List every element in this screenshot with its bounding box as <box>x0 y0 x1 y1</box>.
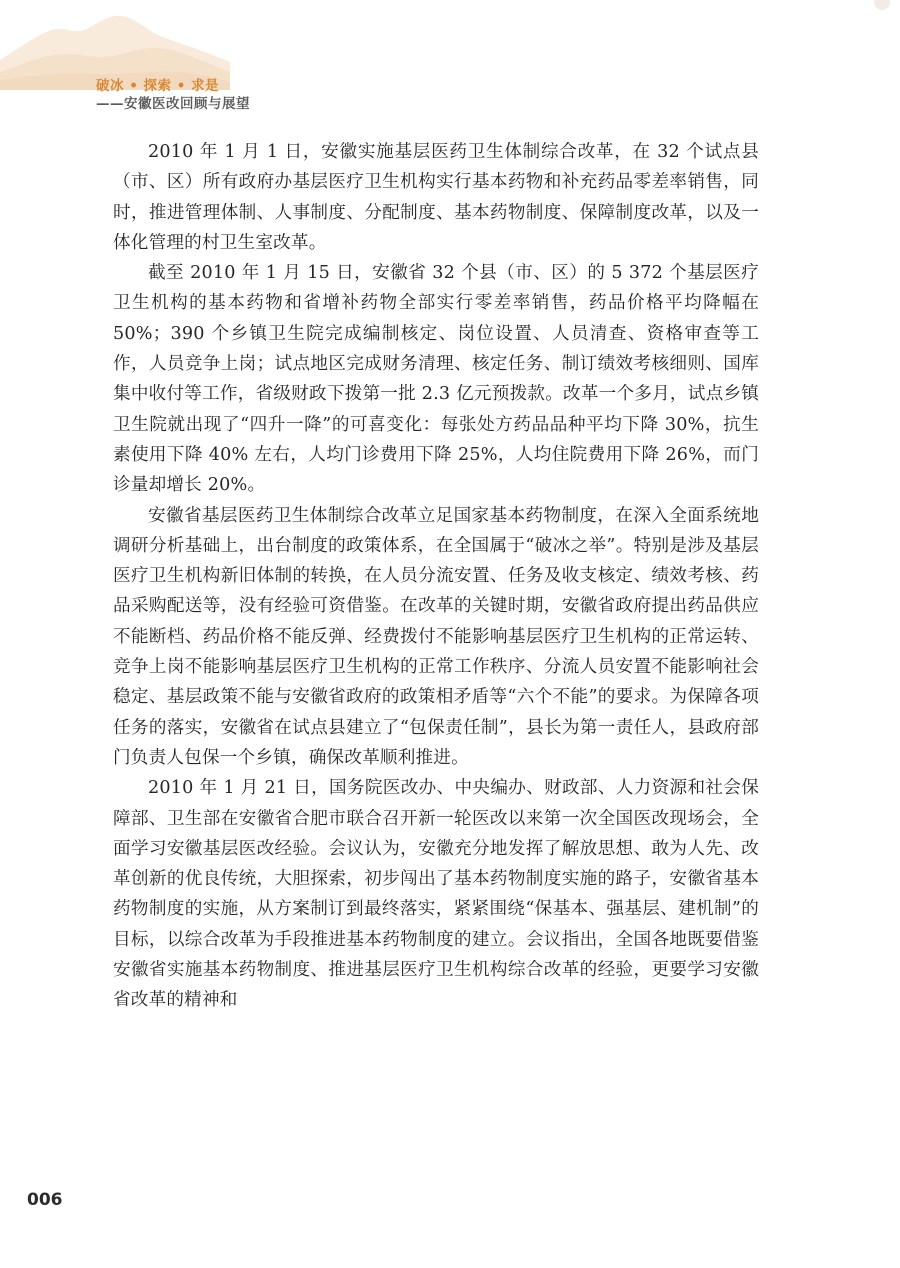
paragraph-3: 安徽省基层医药卫生体制综合改革立足国家基本药物制度，在深入全面系统地调研分析基础上，出台制度的政策体系，在全国属于“破冰之举”。特别是涉及基层医疗卫生机构新旧体制的转换，在人员分流安置、任务及收支核定、绩效考核、药品采购配送等，没有经验可资借鉴。在改革的关键时期，安徽省政府提出药品供应不能断档、药品价格不能反弹、经费拨付不能影响基层医疗卫生机构的正常运转、竞争上岗不能影响基层医疗卫生机构的正常工作秩序、分流人员安置不能影响社会稳定、基层政策不能与安徽省政府的政策相矛盾等“六个不能”的要求。为保障各项任务的落实，安徽省在试点县建立了“包保责任制”，县长为第一责任人，县政府部门负责人包保一个乡镇，确保改革顺利推进。 <box>113 505 759 768</box>
paragraph-2: 截至 2010 年 1 月 15 日，安徽省 32 个县（市、区）的 5 372 个基层医疗卫生机构的基本药物和省增补药物全部实行零差率销售，药品价格平均降幅在 50%；390 个乡镇卫生院完成编制核定、岗位设置、人员清查、资格审查等工作，人员竞争上岗；试点地区完成财务清理、核定任务、制订绩效考核细则、国库集中收付等工作，省级财政下拨第一批 2.3 亿元预拨款。改革一个多月，试点乡镇卫生院就出现了“四升一降”的可喜变化：每张处方药品品种平均下降 30%，抗生素使用下降 40% 左右，人均门诊费用下降 25%，人均住院费用下降 26%，而门诊量却增长 20%。 <box>113 263 759 496</box>
body-text <box>113 137 759 1016</box>
paragraph-4: 2010 年 1 月 21 日，国务院医改办、中央编办、财政部、人力资源和社会保障部、卫生部在安徽省合肥市联合召开新一轮医改以来第一次全国医改现场会，全面学习安徽基层医改经验。会议认为，安徽充分地发挥了解放思想、敢为人先、改革创新的优良传统，大胆探索，初步闯出了基本药物制度实施的路子，安徽省基本药物制度的实施，从方案制订到最终落实，紧紧围绕“保基本、强基层、建机制”的目标，以综合改革为手段推进基本药物制度的建立。会议指出，全国各地既要借鉴安徽省实施基本药物制度、推进基层医疗卫生机构综合改革的经验，更要学习安徽省改革的精神和 <box>113 778 759 1011</box>
book-title: 破冰 • 探索 • 求是 <box>96 78 220 94</box>
book-subtitle: ——安徽医改回顾与展望 <box>96 96 250 112</box>
page-number: 006 <box>27 1190 63 1210</box>
paragraph-1: 2010 年 1 月 1 日，安徽实施基层医药卫生体制综合改革，在 32 个试点县（市、区）所有政府办基层医疗卫生机构实行基本药物和补充药品零差率销售，同时，推进管理体制、人事制度、分配制度、基本药物制度、保障制度改革，以及一体化管理的村卫生室改革。 <box>113 142 759 253</box>
corner-circle-icon <box>874 0 890 10</box>
